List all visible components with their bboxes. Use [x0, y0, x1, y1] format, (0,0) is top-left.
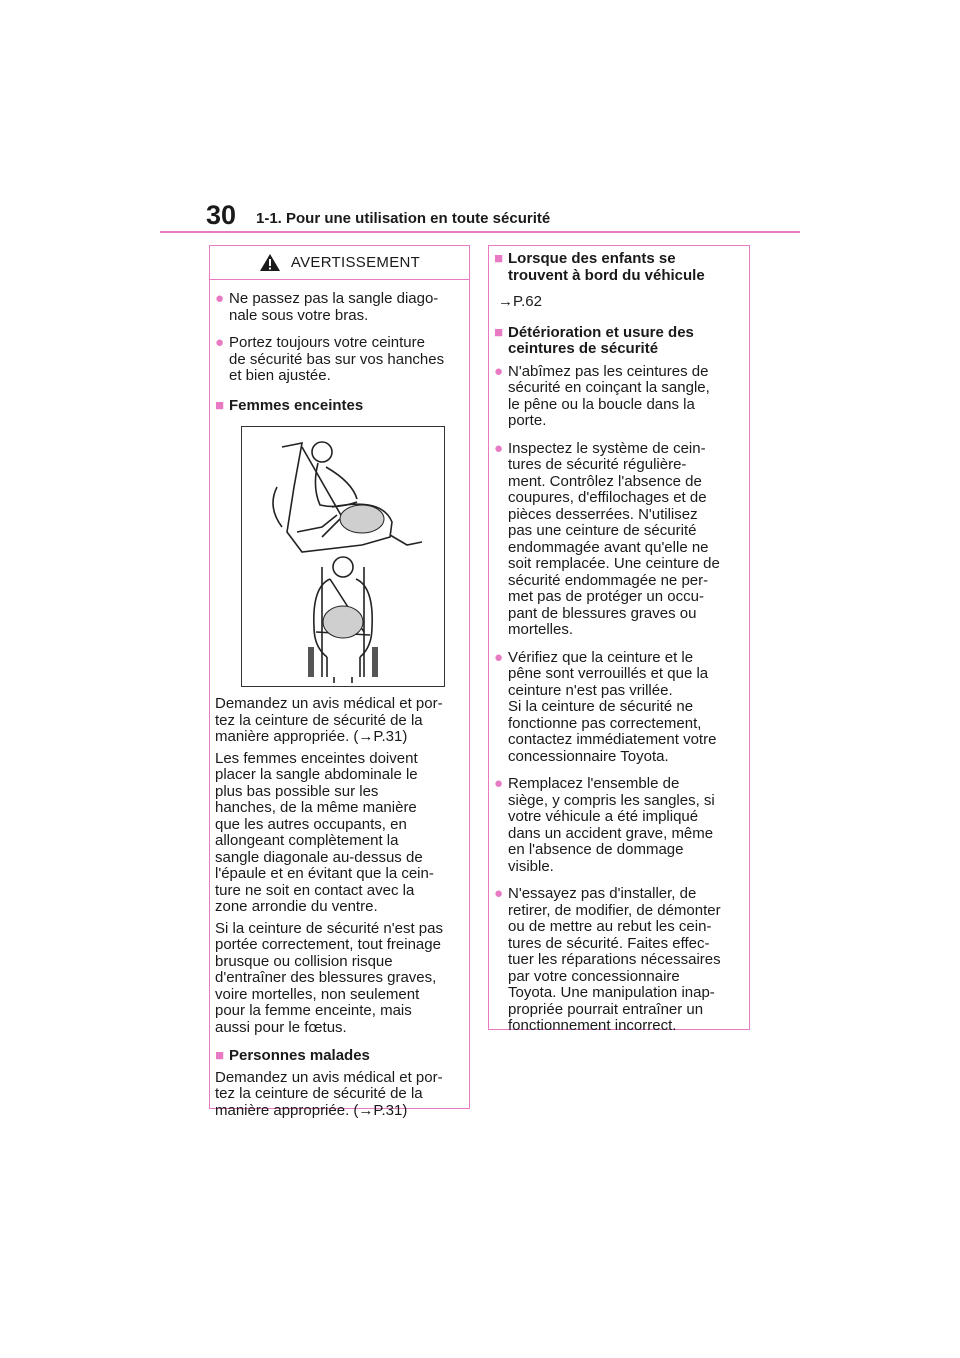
bullet-text: Inspectez le système de cein- tures de sécurité régulière- ment. Contrôlez l'absence de coupures, d'effilochages et de pièces desserrées. N'utilisez pas une ceinture de sécurité endommagée avant qu'elle ne soit remplacée. Une ceinture de sécurité endommagée ne per- met pas de protéger un occu- pant de blessures graves ou mortelles. — [508, 439, 720, 638]
pink-dot-icon: ● — [494, 885, 504, 902]
paragraph: Les femmes enceintes doivent placer la sangle abdominale le plus bas possible sur les hanches, de la même manière que les autres occupants, en allongeant complètement la sangle diagonale au-dessus de l'épaule et en évitant que la cein- ture ne soit en contact avec la zone arrondie du ventre. — [215, 749, 434, 915]
info-box — [488, 245, 750, 1034]
pink-dot-icon: ● — [494, 362, 504, 380]
pink-square-icon: ■ — [215, 396, 225, 414]
heading-text: Lorsque des enfants se trouvent à bord du véhicule — [508, 250, 705, 284]
pink-dot-icon: ● — [215, 290, 225, 307]
section-heading — [215, 398, 463, 415]
bullet-text: Vérifiez que la ceinture et le pêne sont verrouillés et que la ceinture n'est pas vrillée. Si la ceinture de sécurité ne fonctionne pas correctement, contactez immédiatement votre concessionnaire Toyota. — [508, 648, 717, 765]
heading-text: Femmes enceintes — [229, 396, 364, 414]
warning-triangle-icon — [259, 253, 281, 272]
seatbelt-illustration — [242, 427, 444, 686]
bullet-text: Ne passez pas la sangle diago- nale sous votre bras. — [229, 290, 439, 324]
pink-square-icon: ■ — [215, 1047, 225, 1064]
paragraph: Demandez un avis médical et por- tez la ceinture de sécurité de la manière appropriée. (→P.31) — [215, 695, 443, 745]
pink-square-icon: ■ — [494, 323, 504, 341]
section-title: 1-1. Pour une utilisation en toute sécurité — [256, 210, 551, 227]
list-item — [494, 441, 743, 639]
warning-box — [209, 245, 470, 1119]
page-reference[interactable]: →P.62 — [498, 293, 542, 310]
heading-text: Détérioration et usure des ceintures de sécurité — [508, 323, 694, 357]
pink-dot-icon: ● — [215, 334, 225, 351]
bullet-text: N'abîmez pas les ceintures de sécurité en coinçant la sangle, le pêne ou la boucle dans la porte. — [508, 362, 710, 429]
paragraph: Demandez un avis médical et por- tez la ceinture de sécurité de la manière appropriée. (→P.31) — [215, 1068, 443, 1119]
bullet-text: Remplacez l'ensemble de siège, y compris les sangles, si votre véhicule a été impliqué dans un accident grave, même en l'absence de dommage visible. — [508, 775, 715, 875]
pregnant-woman-illustration — [241, 426, 445, 687]
list-item — [494, 886, 743, 1035]
warning-title: AVERTISSEMENT — [290, 254, 421, 271]
section-heading — [215, 1048, 463, 1065]
pink-dot-icon: ● — [494, 439, 504, 457]
bullet-text: N'essayez pas d'installer, de retirer, de modifier, de démonter ou de mettre au rebut les cein- tures de sécurité. Faites effec- tuer les réparations nécessaires par votre concessionnaire Toyota. Une manipulation inap- propriée pourrait entraîner un fonctionnement incorrect. — [508, 885, 721, 1034]
section-heading — [494, 325, 743, 358]
pink-dot-icon: ● — [494, 775, 504, 792]
page-number: 30 — [206, 200, 237, 230]
paragraph: Si la ceinture de sécurité n'est pas portée correctement, tout freinage brusque ou collision risque d'entraîner des blessures graves, voire mortelles, non seulement pour la femme enceinte, mais aussi pour le fœtus. — [215, 919, 443, 1036]
list-item — [494, 364, 743, 430]
list-item — [494, 776, 743, 875]
section-heading — [494, 251, 743, 284]
pink-square-icon: ■ — [494, 250, 504, 267]
pink-dot-icon: ● — [494, 648, 504, 666]
list-item — [215, 291, 463, 324]
list-item — [494, 650, 743, 766]
bullet-text: Portez toujours votre ceinture de sécurité bas sur vos hanches et bien ajustée. — [229, 334, 445, 384]
warning-header — [210, 246, 469, 280]
header-rule — [160, 231, 800, 233]
heading-text: Personnes malades — [229, 1047, 370, 1064]
list-item — [215, 335, 463, 385]
